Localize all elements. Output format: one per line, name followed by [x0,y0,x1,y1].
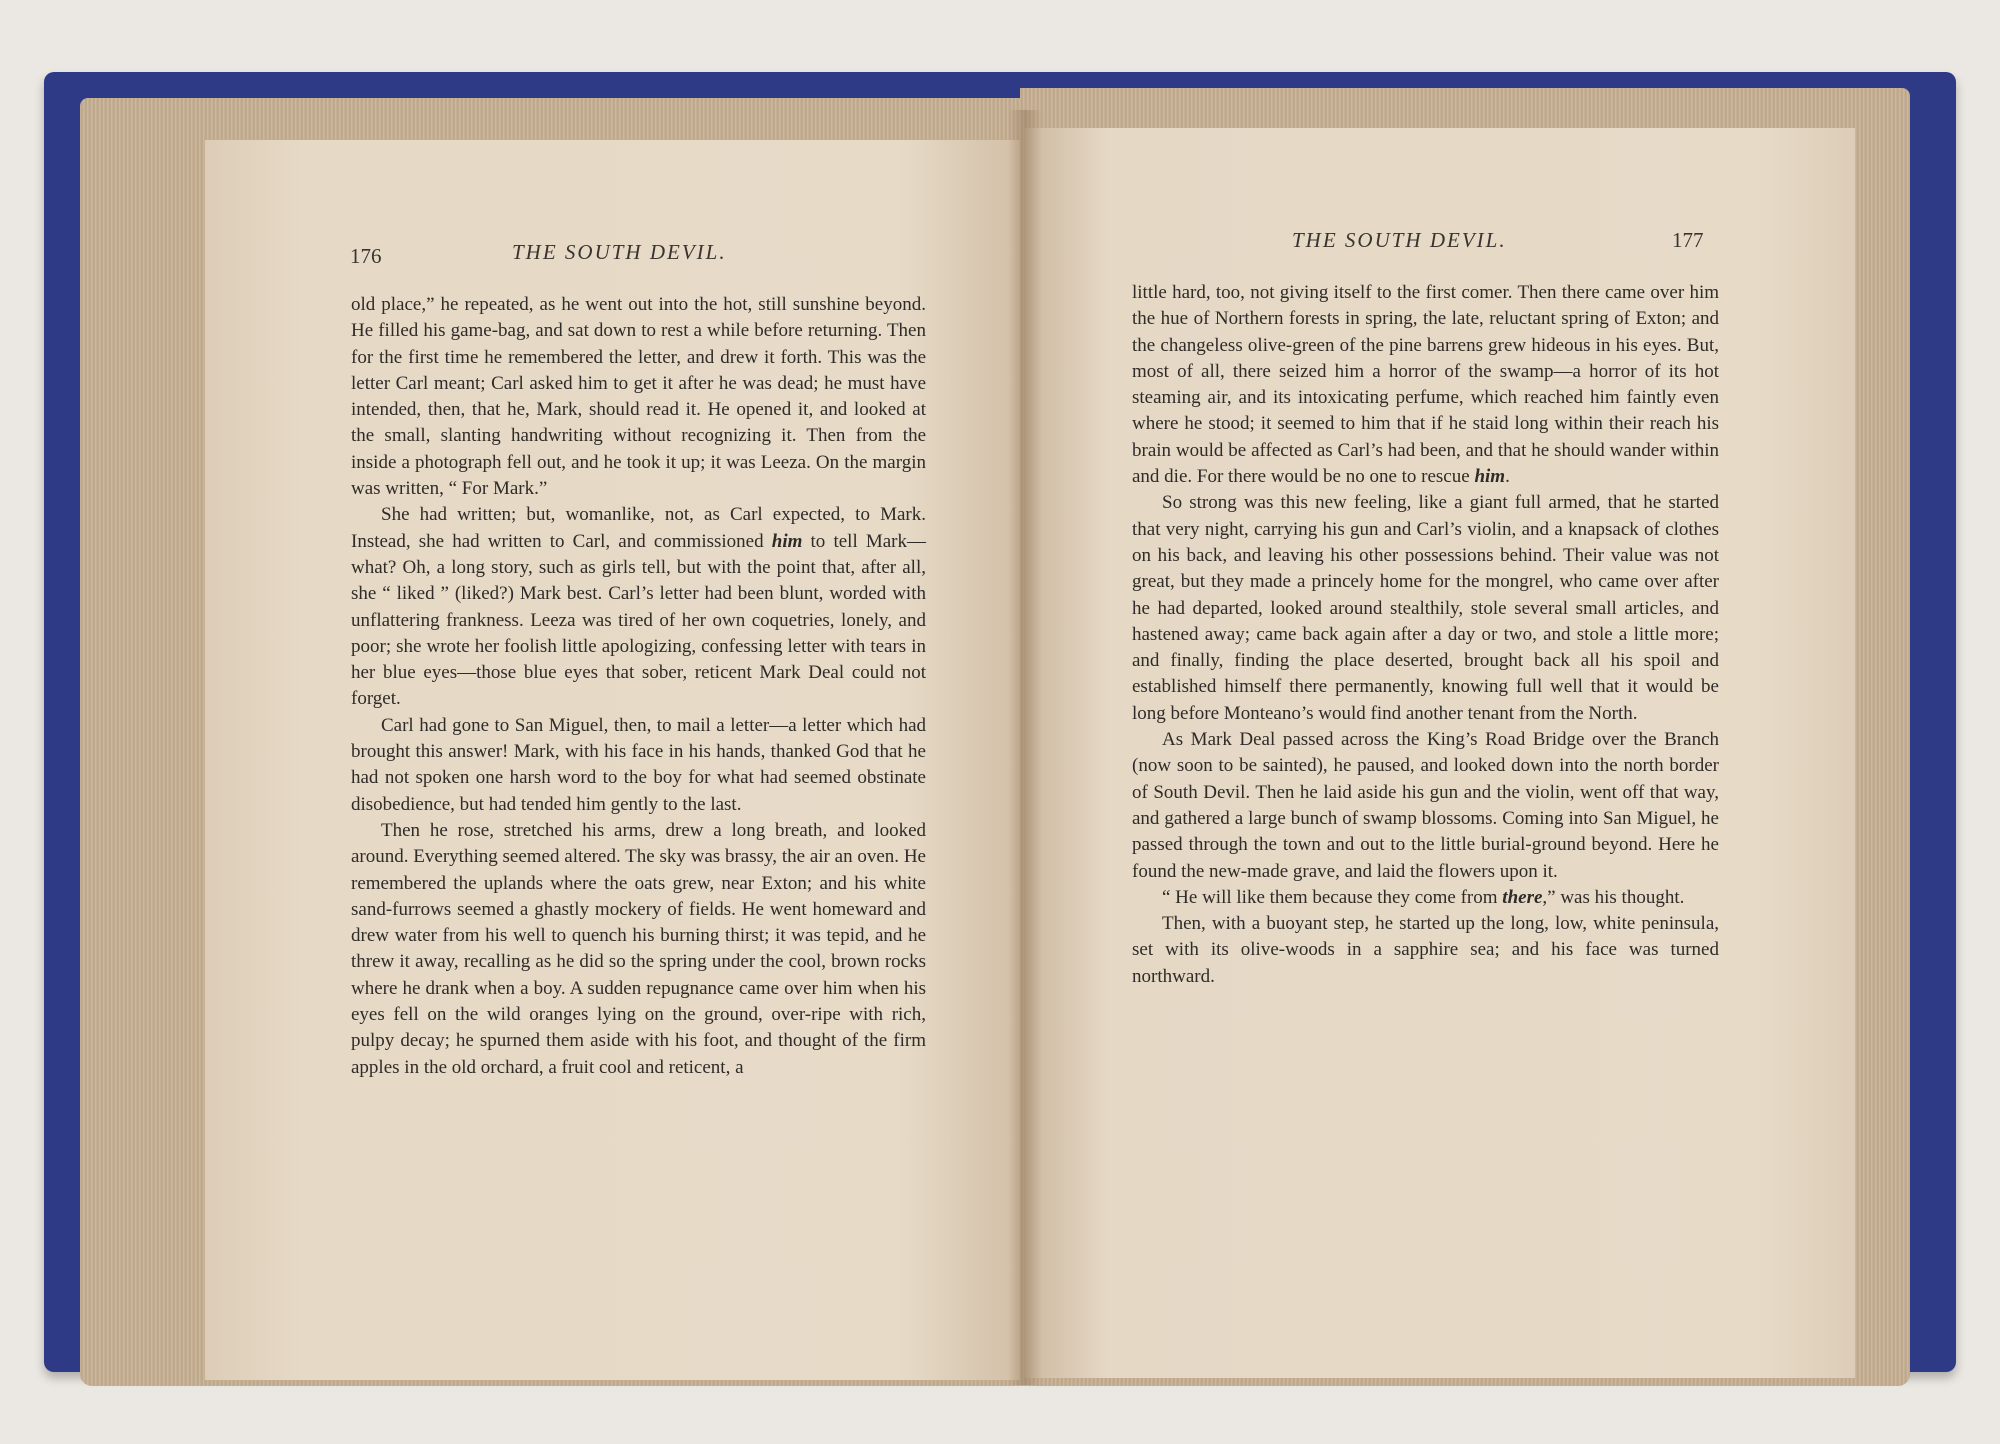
paragraph [351,292,926,502]
right-page-number: 177 [1672,228,1704,252]
paragraph [1132,727,1719,885]
emphasis-text: him [771,530,803,552]
paragraph [1132,911,1719,990]
paragraph-text: Carl had gone to San Miguel, then, to mail a letter—a letter which had brought this answer! Mark, with his face in his hands, thanked God that he had not spoken one harsh word to the boy for what had seemed obstinate disobedience, but had tended him gently to the last. [351,714,926,815]
paragraph-text: Then he rose, stretched his arms, drew a long breath, and looked around. Everything seemed altered. The sky was brassy, the air an oven. He remembered the uplands where the oats grew, near Exton; and his white sand-furrows seemed a ghastly mockery of fields. He went homeward and drew water from his well to quench his burning thirst; it was tepid, and he threw it away, recalling as he did so the spring under the cool, brown rocks where he drank when a boy. A sudden repugnance came over him when his eyes fell on the wild oranges lying on the ground, over-ripe with rich, pulpy decay; he spurned them aside with his foot, and thought of the firm apples in the old orchard, a fruit cool and reticent, a [351,819,926,1078]
paragraph-text: to tell Mark—what? Oh, a long story, such as girls tell, but with the point that, after all, she “ liked ” (liked?) Mark best. Carl’s letter had been blunt, worded with unflattering frankness. Leeza was tired of her own coquetries, lonely, and poor; she wrote her foolish little apologizing, confessing letter with tears in her blue eyes—those blue eyes that sober, reticent Mark Deal could not forget. [351,530,927,710]
paragraph-text: She had written; but, womanlike, not, as Carl expected, to Mark. Instead, she had written to Carl, and commissioned [351,504,926,552]
paragraph-text: ,” was his thought. [1542,886,1685,908]
emphasis-text: him [1474,466,1506,488]
paragraph-text: Then, with a buoyant step, he started up the long, low, white peninsula, set with its olive-woods in a sapphire sea; and his face was turned northward. [1132,913,1719,987]
paragraph [1132,885,1719,911]
paragraph-text: . [1505,466,1510,488]
paragraph-text: old place,” he repeated, as he went out into the hot, still sunshine beyond. He filled his game-bag, and sat down to rest a while before returning. Then for the first time he remembered the letter, and drew it forth. This was the letter Carl meant; Carl asked him to get it after he was dead; he must have intended, then, that he, Mark, should read it. He opened it, and looked at the small, slanting handwriting without recognizing it. Then from the inside a photograph fell out, and he took it up; it was Leeza. On the margin was written, “ For Mark.” [351,294,926,500]
right-page-text [1132,280,1719,990]
book-gutter [1008,110,1042,1385]
paragraph-text: As Mark Deal passed across the King’s Road Bridge over the Branch (now soon to be sainted), he paused, and looked down into the north border of South Devil. Then he laid aside his gun and the violin, went off that way, and gathered a large bunch of swamp blossoms. Coming into San Miguel, he passed through the town and out to the little burial-ground beyond. Here he found the new-made grave, and laid the flowers upon it. [1132,729,1719,882]
paragraph [351,818,926,1081]
right-running-head: THE SOUTH DEVIL. [1292,228,1507,252]
left-page-number: 176 [350,244,382,268]
paragraph [1132,490,1719,727]
paragraph [351,713,926,818]
paragraph [351,502,926,712]
emphasis-text: there [1502,886,1543,908]
left-page-text [351,292,926,1081]
paragraph [1132,280,1719,490]
left-running-head: THE SOUTH DEVIL. [512,240,727,264]
paragraph-text: little hard, too, not giving itself to the first comer. Then there came over him the hue of Northern forests in spring, the late, reluctant spring of Exton; and the changeless olive-green of the pine barrens grew hideous in his eyes. But, most of all, there seized him a horror of the swamp—a horror of its hot steaming air, and its intoxicating perfume, which reached him faintly even where he stood; it seemed to him that if he staid long within their reach his brain would be affected as Carl’s had been, and that he should wander within and die. For there would be no one to rescue [1132,282,1719,488]
paragraph-text: So strong was this new feeling, like a giant full armed, that he started that very night, carrying his gun and Carl’s violin, and a knapsack of clothes on his back, and leaving his other possessions behind. Their value was not great, but they made a princely home for the mongrel, who came over after he had departed, looked around stealthily, stole several small articles, and hastened away; came back again after a day or two, and stole a little more; and finally, finding the place deserted, brought back all his spoil and established himself there permanently, knowing full well that it would be long before Monteano’s would find another tenant from the North. [1132,492,1719,724]
paragraph-text: “ He will like them because they come from [1162,886,1503,908]
